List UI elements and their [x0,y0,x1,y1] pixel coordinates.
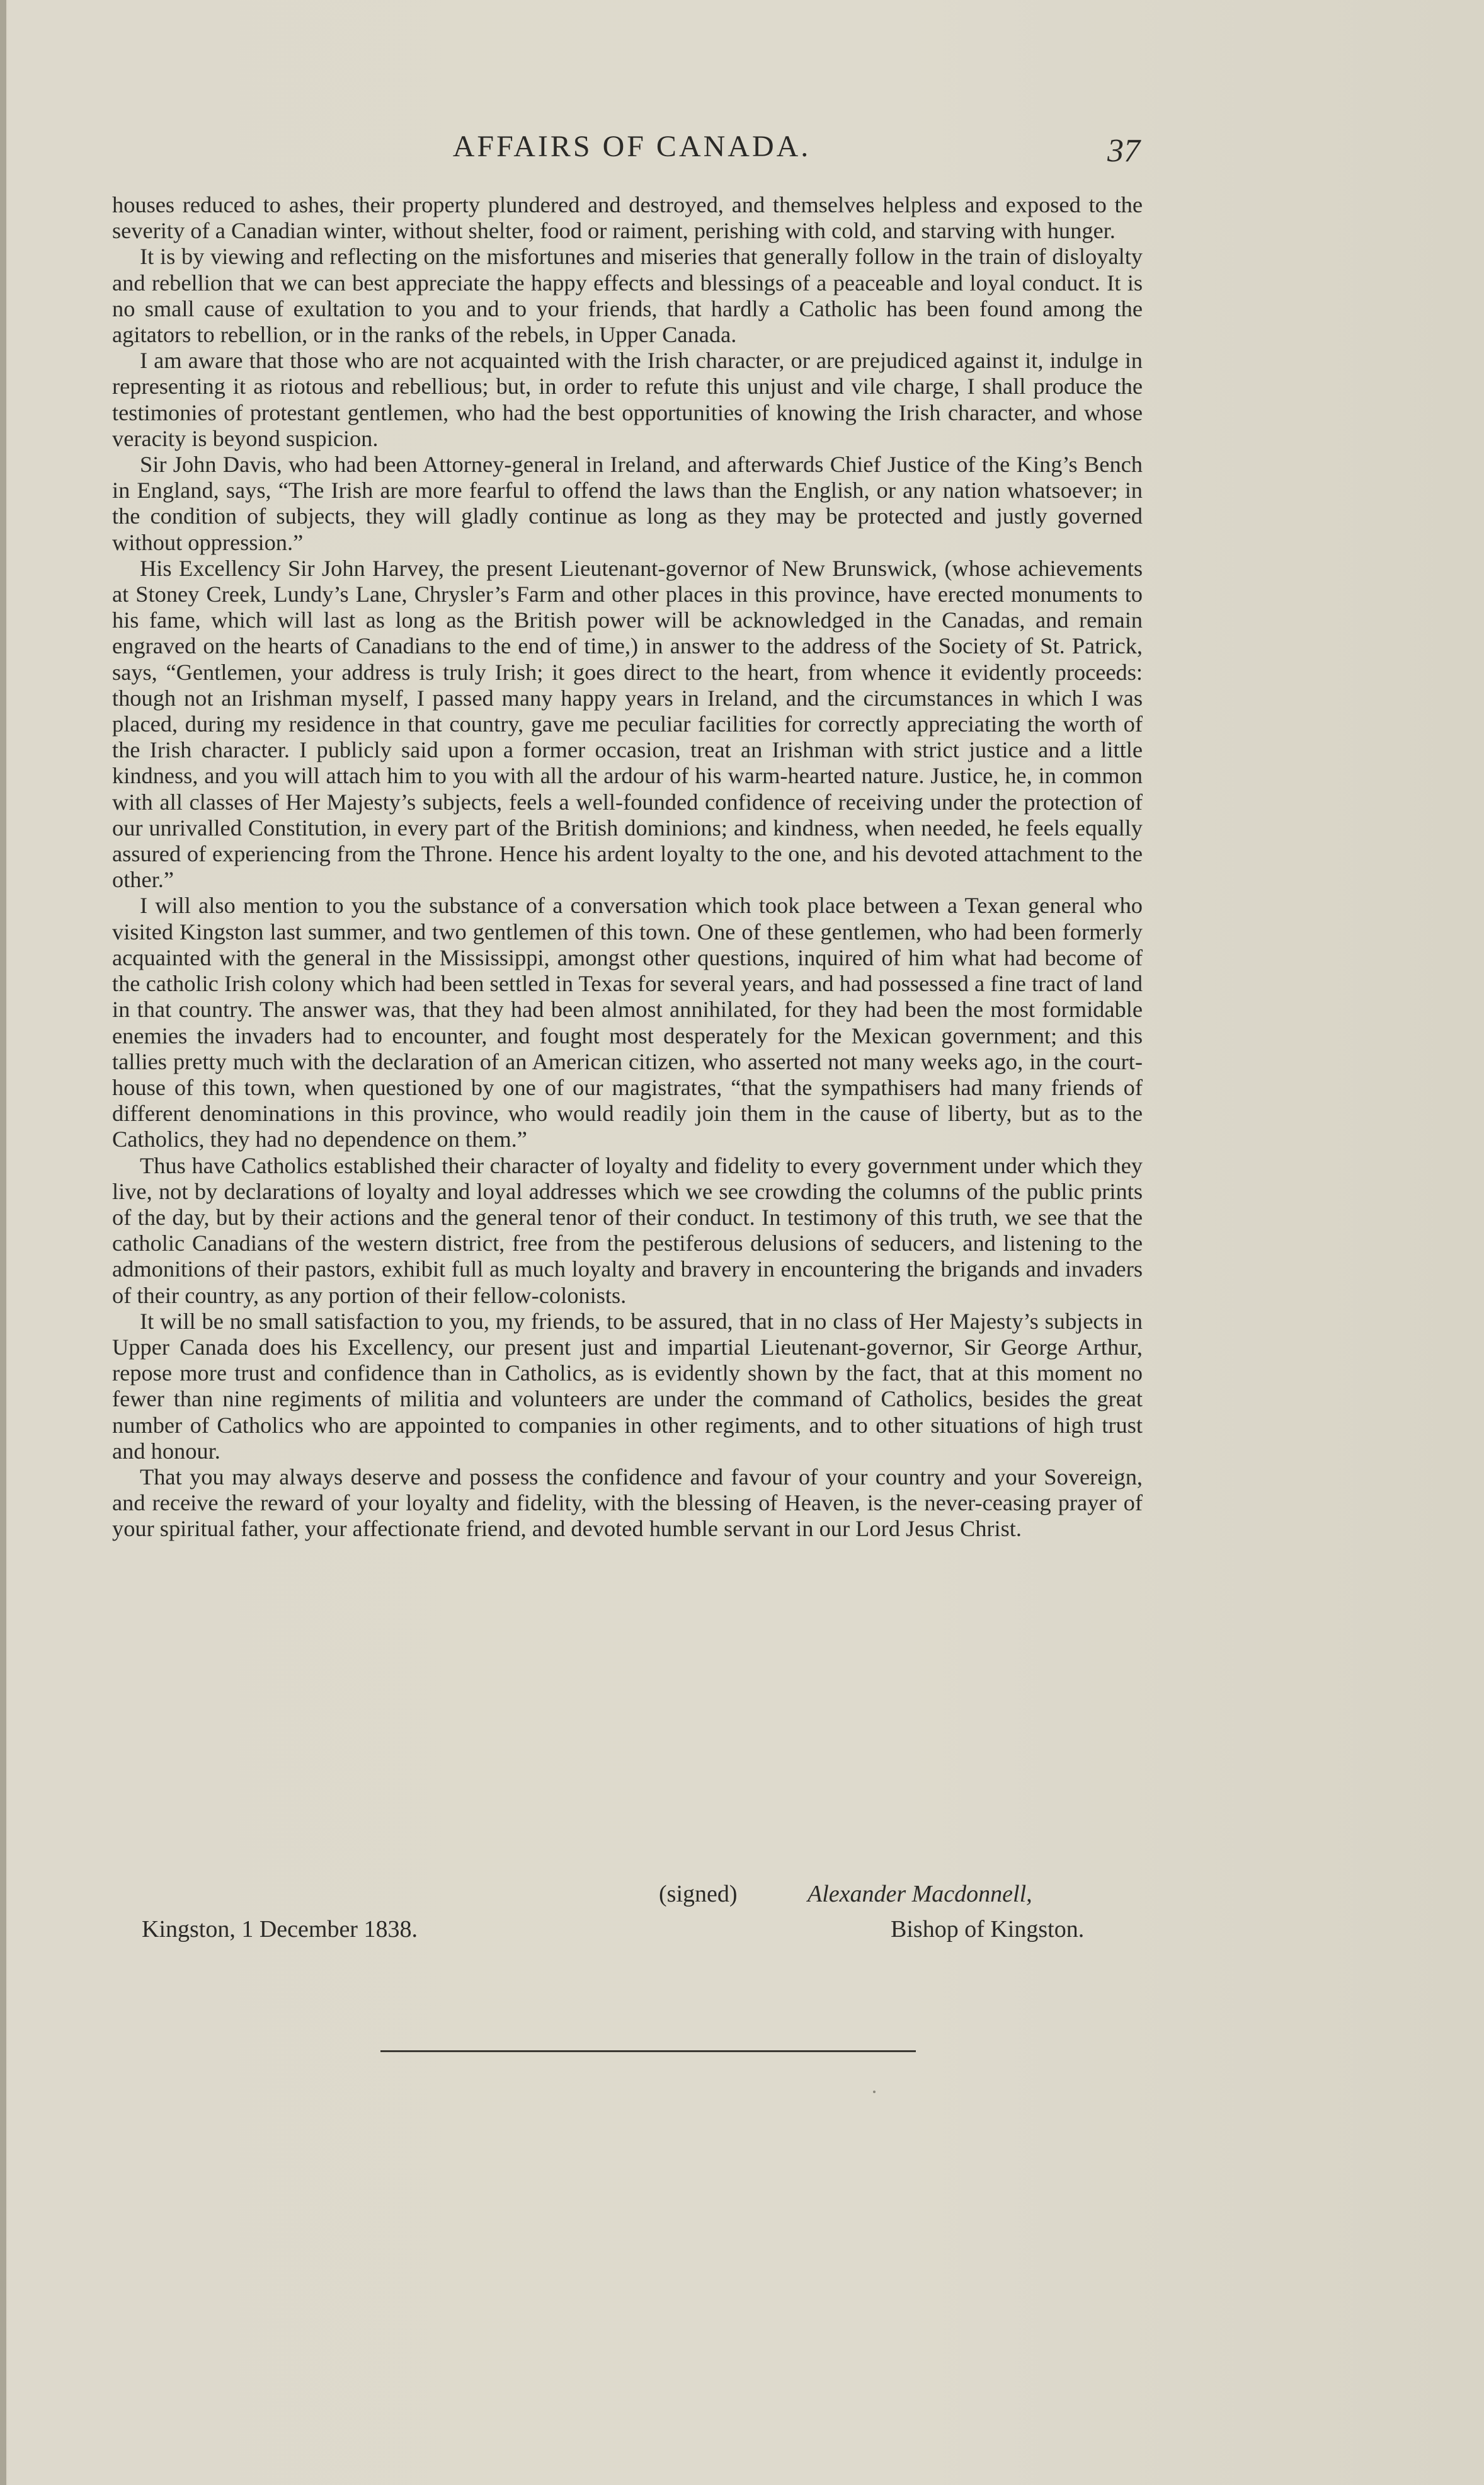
page-number: 37 [1107,133,1140,169]
closing-rule [380,2050,916,2052]
paragraph: His Excellency Sir John Harvey, the present Lieutenant-governor of New Brunswick, (whose achievements at Stoney Creek, Lundy’s Lane, Chrysler’s Farm and other places in this province, have erected monuments to his fame, which will last as long as the British power will be acknowledged in the Canadas, and remain engraved on the hearts of Canadians to the end of time,) in answer to the address of the Society of St. Patrick, says, “Gentlemen, your address is truly Irish; it goes direct to the heart, from whence it evidently proceeds: though not an Irishman myself, I passed many happy years in Ireland, and the circumstances in which I was placed, during my residence in that country, gave me peculiar facilities for correctly appreciating the worth of the Irish character. I publicly said upon a former occasion, treat an Irishman with strict justice and a little kindness, and you will attach him to you with all the ardour of his warm-hearted nature. Justice, he, in common with all classes of Her Majesty’s subjects, feels a well-founded confidence of receiving under the protection of our unrivalled Constitution, in every part of the British dominions; and kindness, when needed, he feels equally assured of experiencing from the Throne. Hence his ardent loyalty to the one, and his devoted attachment to the other.” [112,555,1143,893]
page-edge [0,0,6,2485]
signatory-title: Bishop of Kingston. [891,1916,1085,1943]
paragraph: That you may always deserve and possess the confidence and favour of your country and your Sovereign, and receive the reward of your loyalty and fidelity, with the blessing of Heaven, is the never-ceasing prayer of your spiritual father, your affectionate friend, and devoted humble servant in our Lord Jesus Christ. [112,1464,1143,1542]
letter-body [112,192,1143,1542]
signatory-name: Alexander Macdonnell, [808,1881,1032,1907]
paper-speck [873,2091,876,2093]
paragraph: I am aware that those who are not acquainted with the Irish character, or are prejudiced against it, indulge in representing it as riotous and rebellious; but, in order to refute this unjust and vile charge, I shall produce the testimonies of protestant gentlemen, who had the best opportunities of knowing the Irish character, and whose veracity is beyond suspicion. [112,348,1143,451]
paragraph: Thus have Catholics established their character of loyalty and fidelity to every government under which they live, not by declarations of loyalty and loyal addresses which we see crowding the columns of the public prints of the day, but by their actions and the general tenor of their conduct. In testimony of this truth, we see that the catholic Canadians of the western district, free from the pestiferous delusions of seducers, and listening to the admonitions of their pastors, exhibit full as much loyalty and bravery in encountering the brigands and invaders of their country, as any portion of their fellow-colonists. [112,1152,1143,1308]
paragraph: houses reduced to ashes, their property plundered and destroyed, and themselves helpless and exposed to the severity of a Canadian winter, without shelter, food or raiment, perishing with cold, and starving with hunger. [112,192,1143,244]
paragraph: I will also mention to you the substance of a conversation which took place between a Texan general who visited Kingston last summer, and two gentlemen of this town. One of these gentlemen, who had been formerly acquainted with the general in the Mississippi, amongst other questions, inquired of him what had become of the catholic Irish colony which had been settled in Texas for several years, and had possessed a fine tract of land in that country. The answer was, that they had been almost annihilated, for they had been the most formidable enemies the invaders had to encounter, and fought most desperately for the Mexican government; and this tallies pretty much with the declaration of an American citizen, who asserted not many weeks ago, in the court-house of this town, when questioned by one of our magistrates, “that the sympathisers had many friends of different denominations in this province, who would readily join them in the cause of liberty, but as to the Catholics, they had no dependence on them.” [112,893,1143,1152]
signed-label: (signed) [659,1881,738,1907]
place-date: Kingston, 1 December 1838. [142,1916,418,1943]
paragraph: Sir John Davis, who had been Attorney-general in Ireland, and afterwards Chief Justice of the King’s Bench in England, says, “The Irish are more fearful to offend the laws than the English, or any nation whatsoever; in the condition of subjects, they will gladly continue as long as they may be protected and justly governed without oppression.” [112,452,1143,555]
paragraph: It will be no small satisfaction to you, my friends, to be assured, that in no class of Her Majesty’s subjects in Upper Canada does his Excellency, our present just and impartial Lieutenant-governor, Sir George Arthur, repose more trust and confidence than in Catholics, as is evidently shown by the fact, that at this moment no fewer than nine regiments of militia and volunteers are under the command of Catholics, besides the great number of Catholics who are appointed to companies in other regiments, and to other situations of high trust and honour. [112,1308,1143,1464]
paragraph: It is by viewing and reflecting on the misfortunes and miseries that generally follow in the train of disloyalty and rebellion that we can best appreciate the happy effects and blessings of a peaceable and loyal conduct. It is no small cause of exultation to you and to your friends, that hardly a Catholic has been found among the agitators to rebellion, or in the ranks of the rebels, in Upper Canada. [112,244,1143,348]
running-header: AFFAIRS OF CANADA. [452,130,811,163]
